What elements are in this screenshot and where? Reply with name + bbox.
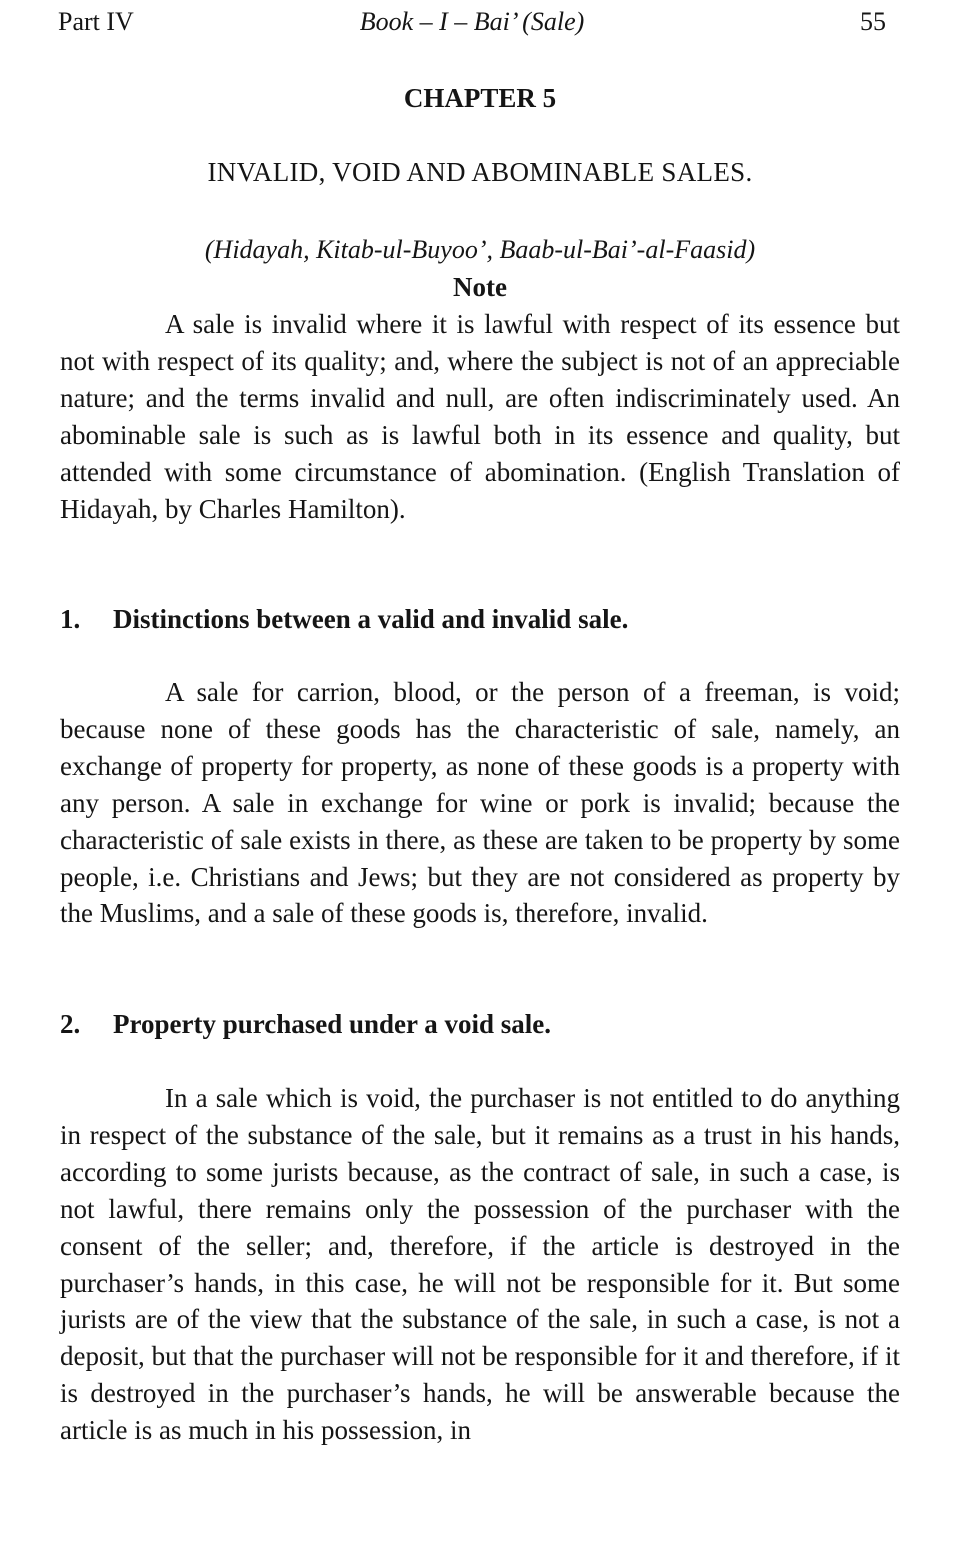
section-number: 1. xyxy=(60,604,81,634)
section-paragraph: A sale for carrion, blood, or the person of a freeman, is void; because none of these goods has the characteristic of sale, namely, an exchange of property for property, as none of these goods is a property with any person. A sale in exchange for wine or pork is invalid; because the characteristic of sale exists in there, as these are taken to be property by some people, i.e. Christians and Jews; but they are not considered as property by the Muslims, and a sale of these goods is, therefore, invalid. xyxy=(60,677,900,929)
section-heading xyxy=(60,1006,900,1042)
book-title: Book – I – Bai’ (Sale) xyxy=(359,7,585,36)
note-paragraph: A sale is invalid where it is lawful with respect of its essence but not with respect of its quality; and, where the subject is not of an appreciable nature; and the terms invalid and null, are often indiscriminately used. An abominable sale is such as is lawful both in its essence and quality, but attended with some circumstance of abomination. (English Translation of Hidayah, by Charles Hamilton). xyxy=(60,309,900,524)
section-title: Distinctions between a valid and invalid sale. xyxy=(113,604,629,634)
section-heading xyxy=(60,601,900,637)
section-paragraph: In a sale which is void, the purchaser is not entitled to do anything in respect of the substance of the sale, but it remains as a trust in his hands, according to some jurists because, as the contract of sale, in such a case, is not lawful, there remains only the possession of the purchaser with the consent of the seller; and, therefore, if the article is destroyed in the purchaser’s hands, in this case, he will not be responsible for it. But some jurists are of the view that the substance of the sale, in such a case, is not a deposit, but that the purchaser will not be responsible for it and therefore, if it is destroyed in the purchaser’s hands, he will be answerable because the article is as much in his possession, in xyxy=(60,1083,900,1446)
section-number: 2. xyxy=(60,1009,81,1039)
chapter-title: INVALID, VOID AND ABOMINABLE SALES. xyxy=(207,157,753,187)
section-title: Property purchased under a void sale. xyxy=(113,1009,552,1039)
note-heading: Note xyxy=(453,272,507,302)
running-header xyxy=(58,4,886,40)
chapter-label: CHAPTER 5 xyxy=(403,83,557,113)
page-number: 55 xyxy=(860,7,886,36)
part-label: Part IV xyxy=(58,7,134,36)
chapter-source: (Hidayah, Kitab-ul-Buyoo’, Baab-ul-Bai’-al-Faasid) xyxy=(204,235,756,264)
